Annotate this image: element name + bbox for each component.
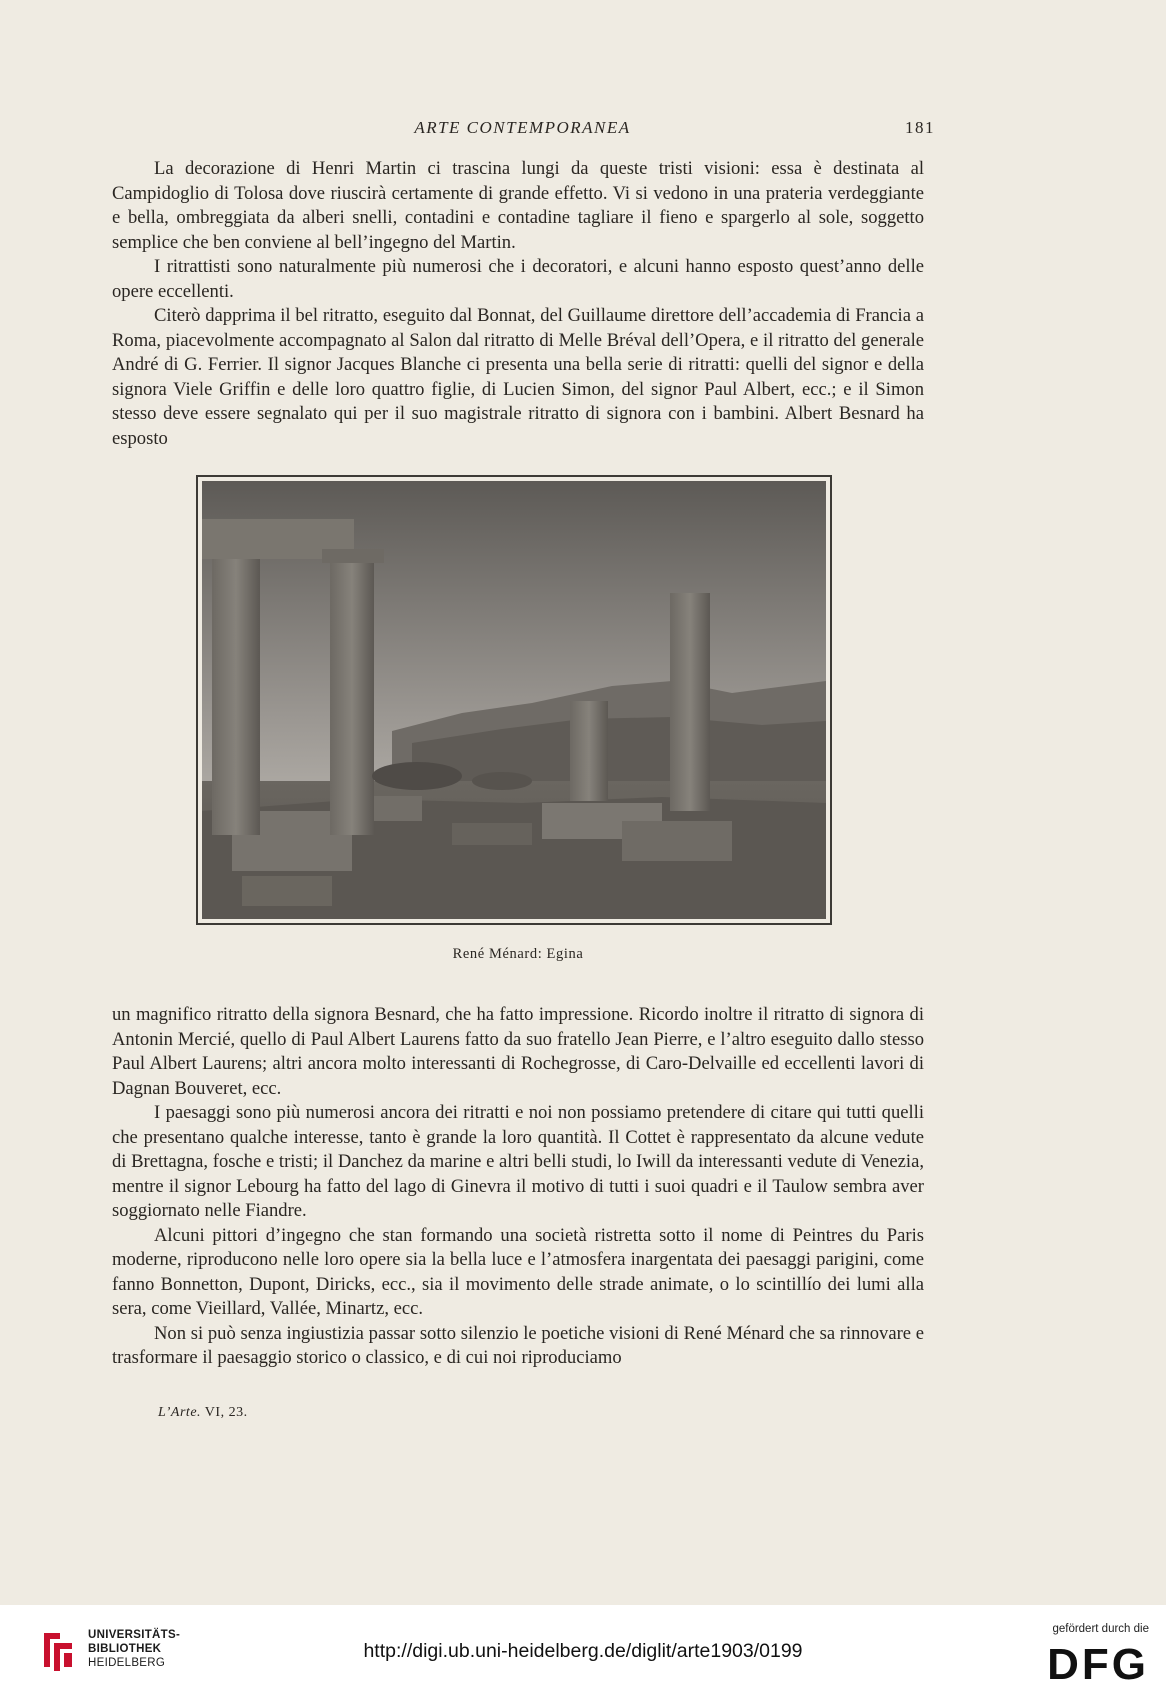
- paragraph: I paesaggi sono più numerosi ancora dei ritratti e noi non possiamo pretendere di citare qui tutti quelli che presentano qualche interesse, tanto è grande la loro quantità. Il Cottet è rappresentato da alcune vedute di Brettagna, fosche e tristi; il Danchez da marine e altri belli studi, lo Iwill da interessanti vedute di Venezia, mentre il signor Lebourg ha fatto del lago di Ginevra il motivo di tutti i suoi quadri e il Taulow sembra aver soggiornato nelle Fiandre.: [112, 1102, 924, 1221]
- paragraph: Alcuni pittori d’ingegno che stan formando una società ristretta sotto il nome di Peintres du Paris moderne, riproducono nelle loro opere sia la bella luce e l’atmosfera inargentata dei paesaggi parigini, come fanno Bonnetton, Dupont, Diricks, ecc., sia il movimento delle strade animate, o lo scintillío dei lumi alla sera, come Vieillard, Vallée, Minartz, ecc.: [112, 1224, 924, 1319]
- permalink-url[interactable]: http://digi.ub.uni-heidelberg.de/diglit/arte1903/0199: [363, 1640, 803, 1662]
- page-number: 181: [905, 118, 935, 137]
- paragraph: un magnifico ritratto della signora Besnard, che ha fatto impressione. Ricordo inoltre il ritratto di signora di Antonin Mercié, quello di Paul Albert Laurens fatto da suo fratello Jean Pierre, e l’altro eseguito dallo stesso Paul Albert Laurens; altri ancora molto interessanti di Rochegrosse, di Caro-Delvaille ed eccellenti lavori di Dagnan Bouveret, ecc.: [112, 1004, 924, 1099]
- funding-label: gefördert durch die: [1052, 1623, 1149, 1635]
- running-title: ARTE CONTEMPORANEA: [414, 118, 631, 137]
- dfg-logo: DFG: [1047, 1640, 1149, 1689]
- digitization-footer: [0, 1605, 1166, 1696]
- paragraph: La decorazione di Henri Martin ci trascina lungi da queste tristi visioni: essa è destinata al Campidoglio di Tolosa dove riuscirà certamente di grande effetto. Vi si vedono in una prateria verdeggiante e bella, ombreggiata da alberi snelli, contadini e contadine tagliare il fieno e spargerlo al sole, soggetto semplice che ben conviene al bell’ingegno del Martin.: [112, 158, 924, 253]
- paragraph: Citerò dapprima il bel ritratto, eseguito dal Bonnat, del Guillaume direttore dell’accademia di Francia a Roma, piacevolmente accompagnato al Salon dal ritratto di Melle Bréval dell’Opera, e il ritratto del generale André di G. Ferrier. Il signor Jacques Blanche ci presenta una bella serie di ritratti: quelli del signor e della signora Viele Griffin e delle loro quattro figlie, di Lucien Simon, del signor Paul Albert, ecc.; e il Simon stesso deve essere segnalato qui per il suo magistrale ritratto di signora con i bambini. Albert Besnard ha esposto: [112, 305, 924, 449]
- library-line: UNIVERSITÄTS-: [88, 1629, 181, 1641]
- paragraph: I ritrattisti sono naturalmente più numerosi che i decoratori, e alcuni hanno esposto quest’anno delle opere eccellenti.: [112, 256, 924, 302]
- library-line: BIBLIOTHEK: [88, 1643, 162, 1655]
- journal-name: L’Arte.: [158, 1405, 202, 1420]
- volume-signature: VI, 23.: [204, 1405, 248, 1420]
- egina-halftone-image: [202, 481, 826, 919]
- signature-mark: [158, 1405, 248, 1421]
- temple-ruins-illustration: [196, 475, 832, 925]
- text-block-top: [112, 157, 924, 451]
- library-line: HEIDELBERG: [88, 1657, 166, 1669]
- figure-caption: René Ménard: Egina: [452, 946, 584, 962]
- paragraph: Non si può senza ingiustizia passar sotto silenzio le poetiche visioni di René Ménard che sa rinnovare e trasformare il paesaggio storico o classico, e di cui noi riproduciamo: [112, 1322, 924, 1368]
- text-block-bottom: [112, 1003, 924, 1371]
